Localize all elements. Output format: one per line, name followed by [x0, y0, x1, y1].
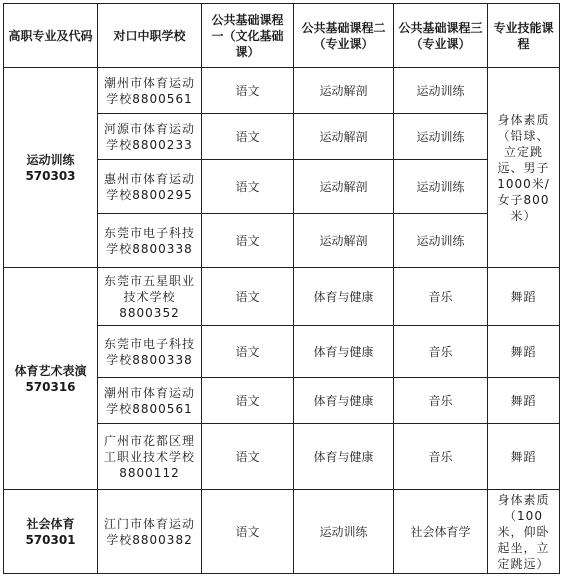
course-2-cell: 体育与健康 [294, 326, 394, 378]
course-3-cell: 运动训练 [394, 160, 488, 214]
course-1-cell: 语文 [202, 160, 294, 214]
table-row [4, 268, 560, 326]
course-2-cell: 运动解剖 [294, 114, 394, 160]
school-cell: 潮州市体育运动学校8800561 [98, 68, 202, 114]
skill-cell: 身体素质（铅球、立定跳远、男子1000米/女子800米） [488, 68, 560, 268]
course-1-cell: 语文 [202, 378, 294, 424]
course-1-cell: 语文 [202, 424, 294, 490]
course-1-cell: 语文 [202, 214, 294, 268]
major-code: 570301 [25, 532, 76, 547]
header-skill: 专业技能课程 [488, 4, 560, 68]
skill-cell: 舞蹈 [488, 378, 560, 424]
school-cell: 东莞市电子科技学校8800338 [98, 214, 202, 268]
course-3-cell: 运动训练 [394, 68, 488, 114]
major-name: 运动训练 [26, 152, 75, 167]
course-1-cell: 语文 [202, 114, 294, 160]
course-table [3, 3, 560, 574]
course-3-cell: 社会体育学 [394, 490, 488, 574]
course-2-cell: 运动解剖 [294, 160, 394, 214]
major-cell [4, 68, 98, 268]
skill-cell: 舞蹈 [488, 424, 560, 490]
major-cell [4, 268, 98, 490]
header-school: 对口中职学校 [98, 4, 202, 68]
table-row [4, 68, 560, 114]
course-3-cell: 音乐 [394, 378, 488, 424]
school-cell: 惠州市体育运动学校8800295 [98, 160, 202, 214]
course-2-cell: 体育与健康 [294, 424, 394, 490]
course-3-cell: 运动训练 [394, 114, 488, 160]
course-2-cell: 运动解剖 [294, 214, 394, 268]
course-1-cell: 语文 [202, 490, 294, 574]
school-cell: 广州市花都区理工职业技术学校8800112 [98, 424, 202, 490]
major-code: 570316 [25, 379, 76, 394]
major-code: 570303 [25, 168, 76, 183]
skill-cell: 身体素质（100米，仰卧起坐，立定跳远） [488, 490, 560, 574]
course-1-cell: 语文 [202, 68, 294, 114]
school-cell: 潮州市体育运动学校8800561 [98, 378, 202, 424]
school-cell: 东莞市电子科技学校8800338 [98, 326, 202, 378]
course-2-cell: 体育与健康 [294, 268, 394, 326]
course-3-cell: 音乐 [394, 326, 488, 378]
skill-cell: 舞蹈 [488, 268, 560, 326]
header-course-2: 公共基础课程二（专业课） [294, 4, 394, 68]
header-major: 高职专业及代码 [4, 4, 98, 68]
course-2-cell: 体育与健康 [294, 378, 394, 424]
course-3-cell: 音乐 [394, 424, 488, 490]
table-row [4, 490, 560, 574]
course-2-cell: 运动训练 [294, 490, 394, 574]
school-cell: 东莞市五星职业技术学校8800352 [98, 268, 202, 326]
header-course-3: 公共基础课程三（专业课） [394, 4, 488, 68]
major-cell [4, 490, 98, 574]
header-row [4, 4, 560, 68]
course-2-cell: 运动解剖 [294, 68, 394, 114]
course-1-cell: 语文 [202, 326, 294, 378]
major-name: 社会体育 [26, 516, 75, 531]
major-name: 体育艺术表演 [14, 363, 87, 378]
course-1-cell: 语文 [202, 268, 294, 326]
header-course-1: 公共基础课程一（文化基础课） [202, 4, 294, 68]
skill-cell: 舞蹈 [488, 326, 560, 378]
school-cell: 江门市体育运动学校8800382 [98, 490, 202, 574]
course-3-cell: 运动训练 [394, 214, 488, 268]
school-cell: 河源市体育运动学校8800233 [98, 114, 202, 160]
course-3-cell: 音乐 [394, 268, 488, 326]
